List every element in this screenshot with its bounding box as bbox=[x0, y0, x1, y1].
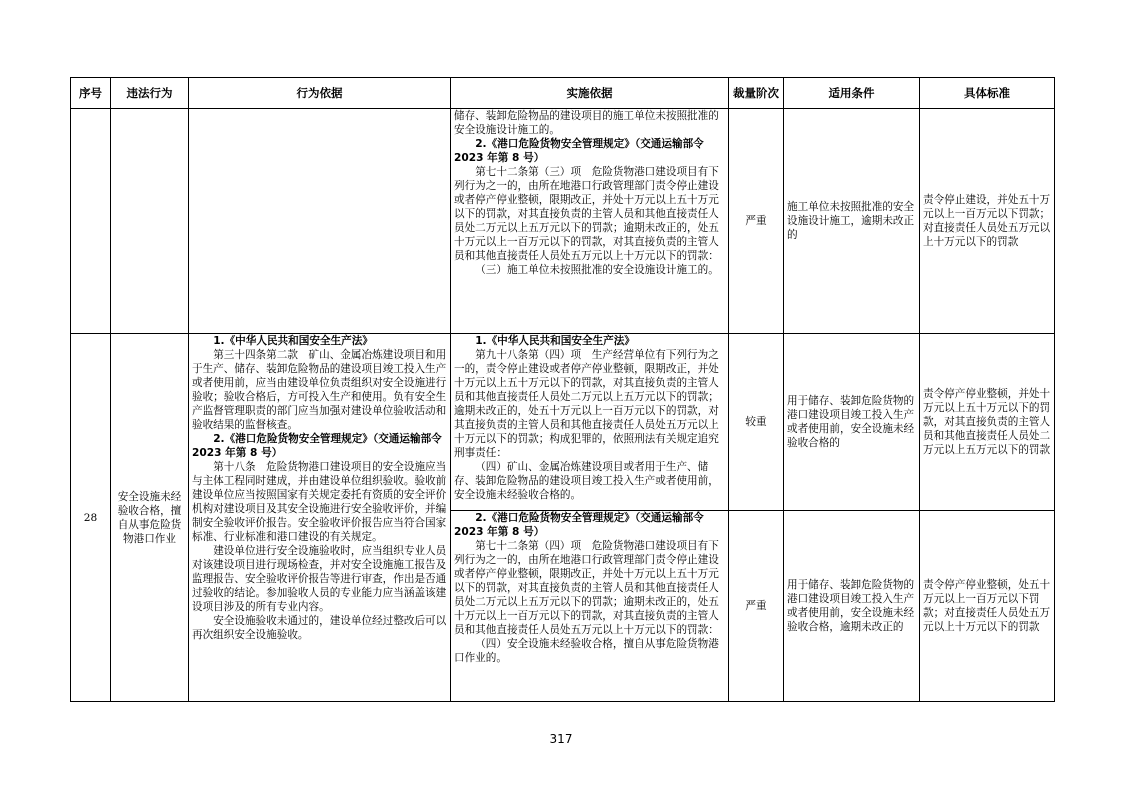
basis-heading: 2.《港口危险货物安全管理规定》（交通运输部令 2023 年第 8 号） bbox=[192, 433, 442, 459]
cell-condition: 用于储存、装卸危险货物的港口建设项目竣工投入生产或者使用前，安全设施未经验收合格的 bbox=[784, 334, 920, 511]
header-standard: 具体标准 bbox=[920, 78, 1055, 109]
header-implementation: 实施依据 bbox=[451, 78, 729, 109]
cell-condition: 施工单位未按照批准的安全设施设计施工，逾期未改正的 bbox=[784, 109, 920, 334]
cell-level: 严重 bbox=[729, 511, 784, 702]
page-number: 317 bbox=[549, 732, 573, 746]
cell-violation-empty bbox=[111, 109, 189, 334]
table-row bbox=[71, 334, 1055, 511]
table-row bbox=[71, 109, 1055, 334]
header-seq: 序号 bbox=[71, 78, 111, 109]
cell-standard: 责令停止建设，并处五十万元以上一百万元以下罚款；对直接责任人员处五万元以上十万元以下的罚款 bbox=[920, 109, 1055, 334]
header-level: 裁量阶次 bbox=[729, 78, 784, 109]
impl-text: 第九十八条第（四）项 生产经营单位有下列行为之一的，责令停止建设或者停产停业整顿，限期改正，并处十万元以上五十万元以下的罚款，对其直接负责的主管人员和其他直接责任人员处二万元以上五万元以下的罚款；逾期未改正的，处五十万元以上一百万元以下的罚款，对其直接负责的主管人员和其他直接责任人员处五万元以上十万元以下的罚款；构成犯罪的，依照刑法有关规定追究刑事责任： bbox=[454, 349, 719, 459]
cell-standard: 责令停产停业整顿，并处十万元以上五十万元以下的罚款，对其直接负责的主管人员和其他直接责任人员处二万元以上五万元以下的罚款 bbox=[920, 334, 1055, 511]
impl-heading: 1.《中华人民共和国安全生产法》 bbox=[475, 335, 635, 347]
basis-text: 第十八条 危险货物港口建设项目的安全设施应当与主体工程同时建成，并由建设单位组织验收。验收前建设单位应当按照国家有关规定委托有资质的安全评价机构对建设项目及其安全设施进行安全验收评价，并编制安全验收评价报告。安全验收评价报告应当符合国家标准、行业标准和港口建设的有关规定。 bbox=[192, 461, 447, 543]
cell-basis bbox=[189, 334, 451, 702]
cell-basis-empty bbox=[189, 109, 451, 334]
regulation-table bbox=[70, 77, 1055, 702]
impl-text: （三）施工单位未按照批准的安全设施设计施工的。 bbox=[475, 264, 719, 276]
basis-text: 建设单位进行安全设施验收时，应当组织专业人员对该建设项目进行现场检查，并对安全设施施工报告及监理报告、安全验收评价报告等进行审查，作出是否通过验收的结论。参加验收人员的专业能力应当涵盖该建设项目涉及的所有专业内容。 bbox=[192, 545, 447, 613]
basis-heading: 1.《中华人民共和国安全生产法》 bbox=[213, 335, 373, 347]
cell-seq: 28 bbox=[71, 334, 111, 702]
cell-implementation bbox=[451, 109, 729, 334]
impl-text: （四）安全设施未经验收合格，擅自从事危险货物港口作业的。 bbox=[454, 638, 719, 664]
table-header bbox=[71, 78, 1055, 109]
cell-implementation bbox=[451, 334, 729, 511]
cell-implementation bbox=[451, 511, 729, 702]
basis-text: 第三十四条第二款 矿山、金属冶炼建设项目和用于生产、储存、装卸危险物品的建设项目竣工投入生产或者使用前，应当由建设单位负责组织对安全设施进行验收；验收合格后，方可投入生产和使用。负有安全生产监督管理职责的部门应当加强对建设单位验收活动和验收结果的监督核查。 bbox=[192, 349, 447, 431]
impl-heading: 2.《港口危险货物安全管理规定》（交通运输部令 2023 年第 8 号） bbox=[454, 512, 704, 538]
impl-text: 第七十二条第（四）项 危险货物港口建设项目有下列行为之一的，由所在地港口行政管理部门责令停止建设或者停产停业整顿，限期改正，并处十万元以上五十万元以下的罚款，对其直接负责的主管人员和其他直接责任人员处二万元以上五万元以下的罚款；逾期未改正的，处五十万元以上一百万元以下的罚款，对其直接负责的主管人员和其他直接责任人员处五万元以上十万元以下的罚款： bbox=[454, 540, 719, 636]
cell-level: 严重 bbox=[729, 109, 784, 334]
cell-standard: 责令停产停业整顿，处五十万元以上一百万元以下罚款；对直接责任人员处五万元以上十万元以下的罚款 bbox=[920, 511, 1055, 702]
cell-violation: 安全设施未经验收合格，擅自从事危险货物港口作业 bbox=[111, 334, 189, 702]
header-condition: 适用条件 bbox=[784, 78, 920, 109]
impl-text: （四）矿山、金属冶炼建设项目或者用于生产、储存、装卸危险物品的建设项目竣工投入生产或者使用前，安全设施未经验收合格的。 bbox=[454, 461, 719, 501]
basis-text: 安全设施验收未通过的，建设单位经过整改后可以再次组织安全设施验收。 bbox=[192, 615, 447, 641]
header-violation: 违法行为 bbox=[111, 78, 189, 109]
impl-text: 储存、装卸危险物品的建设项目的施工单位未按照批准的安全设施设计施工的。 bbox=[454, 110, 719, 136]
header-basis: 行为依据 bbox=[189, 78, 451, 109]
impl-text: 第七十二条第（三）项 危险货物港口建设项目有下列行为之一的，由所在地港口行政管理部门责令停止建设或者停产停业整顿，限期改正，并处十万元以上五十万元以下的罚款，对其直接负责的主管人员和其他直接责任人员处二万元以上五万元以下的罚款；逾期未改正的，处五十万元以上一百万元以下的罚款，对其直接负责的主管人员和其他直接责任人员处五万元以上十万元以下的罚款： bbox=[454, 166, 719, 262]
cell-seq-empty bbox=[71, 109, 111, 334]
cell-level: 较重 bbox=[729, 334, 784, 511]
cell-condition: 用于储存、装卸危险货物的港口建设项目竣工投入生产或者使用前，安全设施未经验收合格，逾期未改正的 bbox=[784, 511, 920, 702]
impl-heading: 2.《港口危险货物安全管理规定》（交通运输部令 2023 年第 8 号） bbox=[454, 138, 704, 164]
